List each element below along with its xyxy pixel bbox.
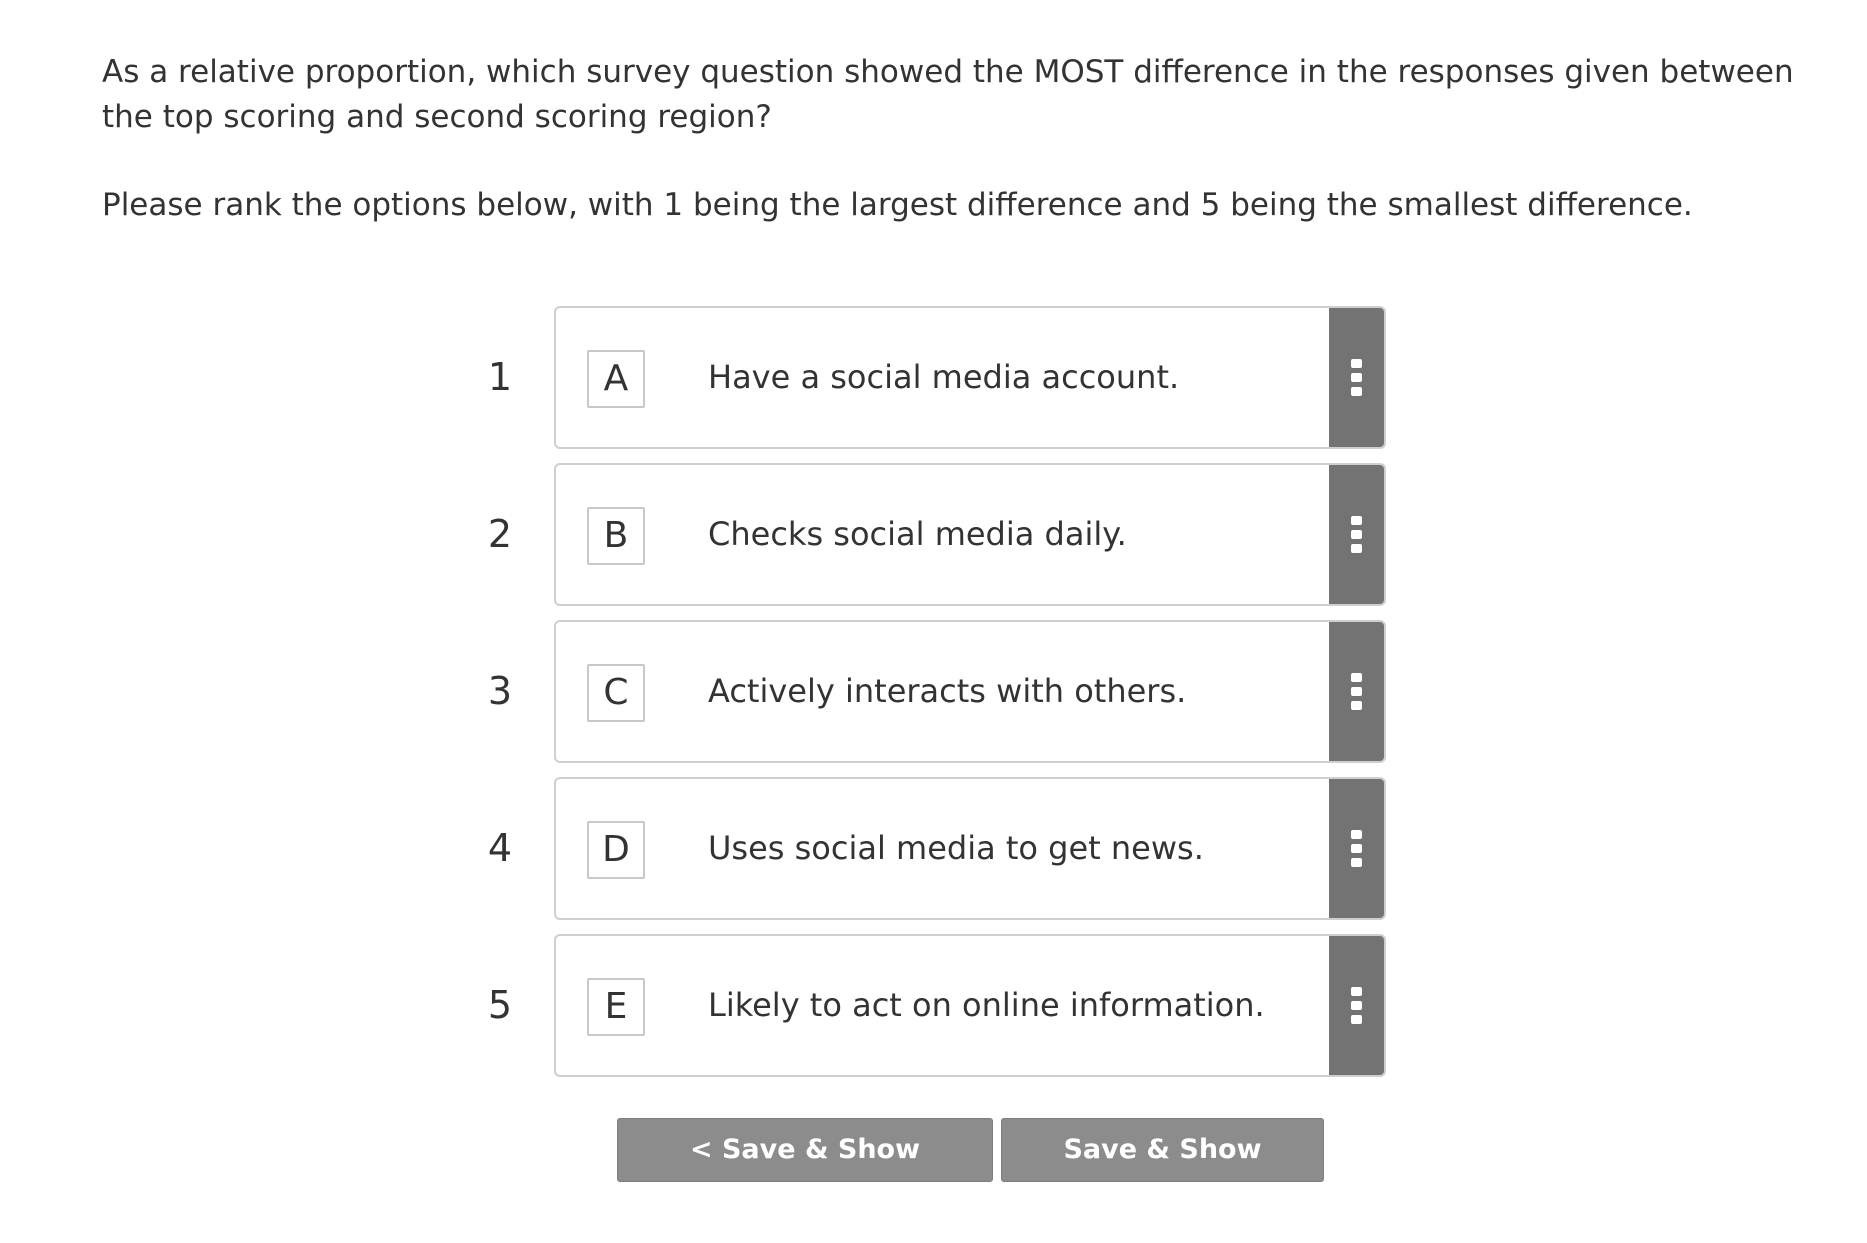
vertical-dots-icon	[1351, 359, 1362, 396]
option-letter-badge: C	[587, 664, 645, 722]
option-letter-badge: D	[587, 821, 645, 879]
rank-number: 3	[487, 669, 513, 713]
rank-number: 5	[487, 983, 513, 1027]
ranking-row	[470, 620, 1390, 763]
save-show-previous-button[interactable]: < Save & Show Previous	[617, 1118, 993, 1182]
ranking-row	[470, 777, 1390, 920]
vertical-dots-icon	[1351, 987, 1362, 1024]
rank-number: 1	[487, 355, 513, 399]
save-show-next-button[interactable]: Save & Show Next >	[1001, 1118, 1324, 1182]
drag-handle[interactable]	[1329, 936, 1384, 1075]
option-label: Have a social media account.	[708, 358, 1180, 396]
drag-handle[interactable]	[1329, 779, 1384, 918]
vertical-dots-icon	[1351, 516, 1362, 553]
ranking-row	[470, 463, 1390, 606]
option-letter-badge: A	[587, 350, 645, 408]
ranking-option-b[interactable]	[554, 463, 1386, 606]
navigation-bar	[617, 1118, 1324, 1227]
ranking-option-a[interactable]	[554, 306, 1386, 449]
ranking-option-e[interactable]	[554, 934, 1386, 1077]
option-label: Uses social media to get news.	[708, 829, 1204, 867]
vertical-dots-icon	[1351, 673, 1362, 710]
ranking-option-d[interactable]	[554, 777, 1386, 920]
drag-handle[interactable]	[1329, 465, 1384, 604]
rank-number: 2	[487, 512, 513, 556]
option-label: Checks social media daily.	[708, 515, 1127, 553]
option-letter-badge: E	[587, 978, 645, 1036]
option-label: Likely to act on online information.	[708, 986, 1265, 1024]
drag-handle[interactable]	[1329, 622, 1384, 761]
rank-number: 4	[487, 826, 513, 870]
drag-handle[interactable]	[1329, 308, 1384, 447]
question-instruction: Please rank the options below, with 1 being the largest difference and 5 being the smallest difference.	[102, 187, 1693, 223]
ranking-row	[470, 306, 1390, 449]
ranking-list	[470, 306, 1390, 1091]
question-block	[102, 50, 1812, 228]
option-label: Actively interacts with others.	[708, 672, 1187, 710]
ranking-row	[470, 934, 1390, 1077]
ranking-option-c[interactable]	[554, 620, 1386, 763]
option-letter-badge: B	[587, 507, 645, 565]
question-prompt: As a relative proportion, which survey question showed the MOST difference in the responses given between the top scoring and second scoring region?	[102, 54, 1794, 135]
vertical-dots-icon	[1351, 830, 1362, 867]
